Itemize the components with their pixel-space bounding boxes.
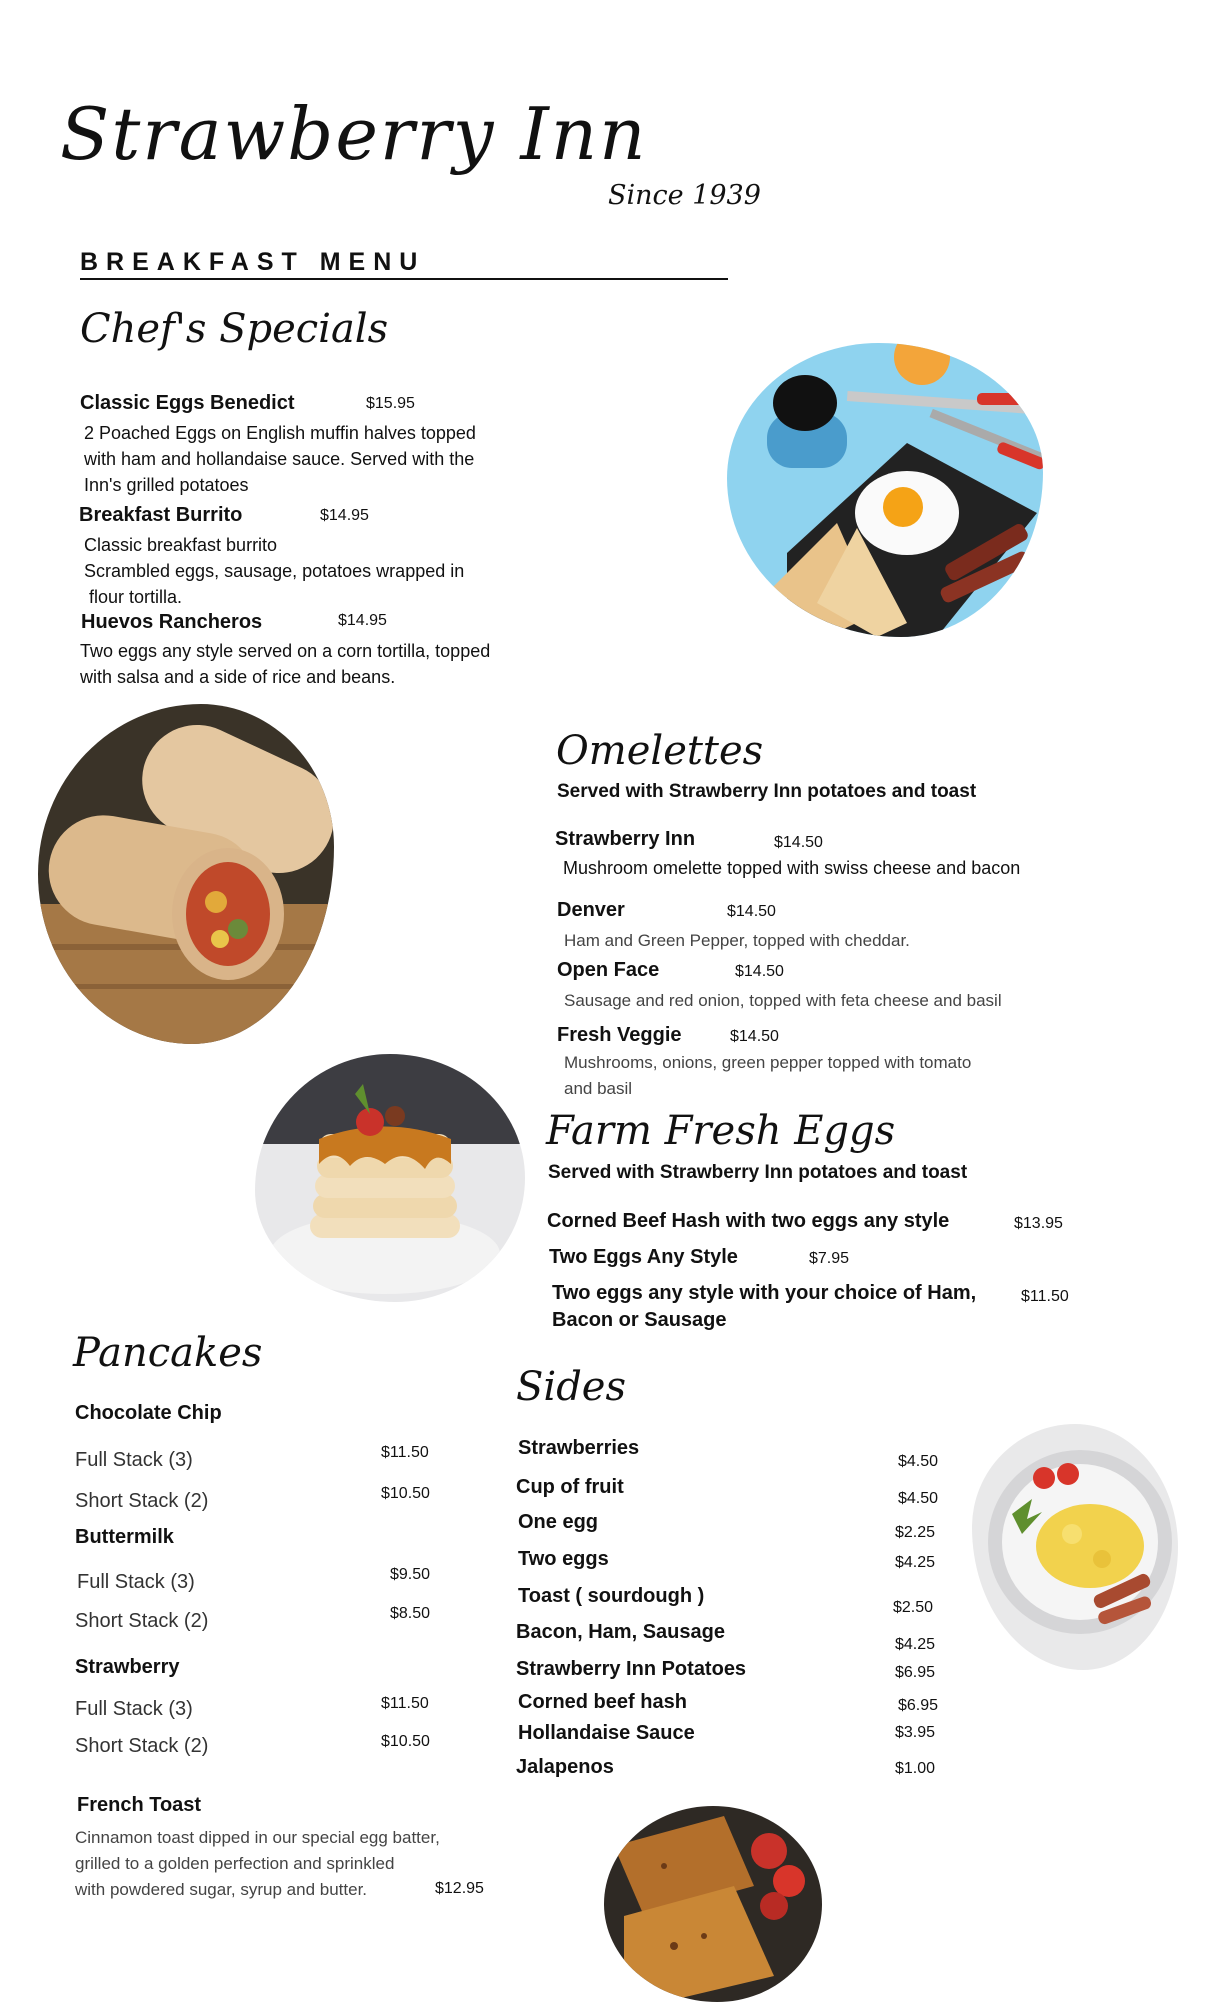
menu-item-desc: Ham and Green Pepper, topped with cheddar. <box>564 931 910 950</box>
menu-item-price: $7.95 <box>809 1250 850 1267</box>
stack-label: Short Stack (2) <box>75 1610 209 1632</box>
side-item-price: $4.50 <box>898 1453 939 1470</box>
stack-label: Full Stack (3) <box>75 1449 193 1471</box>
desc-line: and basil <box>564 1079 633 1098</box>
menu-item-name: Denver <box>557 899 625 921</box>
stack-price: $11.50 <box>381 1444 429 1461</box>
french-toast-price: $12.95 <box>435 1880 484 1897</box>
scrambled-eggs-photo <box>972 1424 1178 1670</box>
menu-item-name: Corned Beef Hash with two eggs any style <box>547 1210 950 1232</box>
menu-item-desc: Mushroom omelette topped with swiss cheese and bacon <box>563 858 1021 878</box>
menu-item-name: Two Eggs Any Style <box>549 1246 738 1268</box>
menu-item-price: $11.50 <box>1021 1288 1069 1305</box>
desc-line: Classic breakfast burrito <box>84 535 278 555</box>
menu-item-name: Classic Eggs Benedict <box>80 392 295 414</box>
stack-label: Full Stack (3) <box>75 1698 193 1720</box>
desc-line: with ham and hollandaise sauce. Served with the <box>84 449 475 469</box>
omelettes-subtitle: Served with Strawberry Inn potatoes and toast <box>557 781 977 802</box>
pancake-group-name: Buttermilk <box>75 1526 174 1548</box>
side-item-price: $1.00 <box>895 1760 936 1777</box>
pancakes-heading: Pancakes <box>73 1330 263 1376</box>
item-line: Two eggs any style with your choice of Ham, <box>552 1282 977 1304</box>
side-item-name: Hollandaise Sauce <box>518 1722 695 1744</box>
burrito-photo <box>38 704 334 1044</box>
side-item-price: $4.25 <box>895 1636 936 1653</box>
side-item-price: $2.50 <box>893 1599 934 1616</box>
side-item-price: $4.50 <box>898 1490 939 1507</box>
menu-item-price: $14.95 <box>338 612 387 629</box>
desc-line: Two eggs any style served on a corn tortilla, topped <box>80 641 491 661</box>
desc-line: Mushrooms, onions, green pepper topped with tomato <box>564 1053 972 1072</box>
omelettes-heading: Omelettes <box>556 728 764 774</box>
desc-line: with powdered sugar, syrup and butter. <box>75 1880 368 1899</box>
stack-label: Short Stack (2) <box>75 1735 209 1757</box>
menu-item-desc <box>564 1050 971 1102</box>
menu-item-name <box>552 1280 976 1334</box>
stack-price: $9.50 <box>390 1566 431 1583</box>
french-toast-photo <box>604 1806 822 2002</box>
sides-heading: Sides <box>516 1364 626 1410</box>
stack-price: $10.50 <box>381 1733 430 1750</box>
menu-divider <box>80 278 728 280</box>
menu-item-name: Huevos Rancheros <box>81 611 263 633</box>
pancakes-photo <box>255 1054 525 1302</box>
desc-line: Inn's grilled potatoes <box>84 475 249 495</box>
farm-fresh-eggs-heading: Farm Fresh Eggs <box>546 1108 896 1154</box>
menu-item-desc <box>80 638 490 690</box>
pancake-group-name: Chocolate Chip <box>75 1402 222 1424</box>
side-item-price: $6.95 <box>898 1697 939 1714</box>
side-item-name: Bacon, Ham, Sausage <box>516 1621 725 1643</box>
menu-item-name: Strawberry Inn <box>555 828 696 850</box>
menu-item-name: Open Face <box>557 959 660 981</box>
menu-item-price: $14.50 <box>774 834 823 851</box>
eggs-toast-photo <box>727 343 1043 637</box>
menu-item-desc <box>84 420 476 498</box>
stack-price: $8.50 <box>390 1605 431 1622</box>
restaurant-title: Strawberry Inn <box>60 92 648 176</box>
stack-label: Full Stack (3) <box>77 1571 195 1593</box>
side-item-price: $6.95 <box>895 1664 936 1681</box>
item-line: Bacon or Sausage <box>552 1309 727 1331</box>
stack-price: $10.50 <box>381 1485 430 1502</box>
chefs-specials-heading: Chef's Specials <box>80 306 389 352</box>
side-item-name: Corned beef hash <box>518 1691 687 1713</box>
desc-line: Scrambled eggs, sausage, potatoes wrapped in <box>84 561 465 581</box>
farm-fresh-eggs-subtitle: Served with Strawberry Inn potatoes and toast <box>548 1162 968 1183</box>
side-item-name: Jalapenos <box>516 1756 614 1778</box>
menu-item-desc <box>84 532 464 610</box>
desc-line: 2 Poached Eggs on English muffin halves topped <box>84 423 476 443</box>
menu-item-desc: Sausage and red onion, topped with feta cheese and basil <box>564 991 1002 1010</box>
menu-item-price: $13.95 <box>1014 1215 1063 1232</box>
side-item-name: Two eggs <box>518 1548 609 1570</box>
desc-line: flour tortilla. <box>89 587 183 607</box>
french-toast-desc <box>75 1825 440 1903</box>
french-toast-name: French Toast <box>77 1794 202 1816</box>
menu-item-price: $14.95 <box>320 507 369 524</box>
side-item-price: $3.95 <box>895 1724 936 1741</box>
stack-price: $11.50 <box>381 1695 429 1712</box>
side-item-price: $4.25 <box>895 1554 936 1571</box>
menu-item-price: $15.95 <box>366 395 415 412</box>
side-item-price: $2.25 <box>895 1524 936 1541</box>
side-item-name: Cup of fruit <box>516 1476 624 1498</box>
side-item-name: One egg <box>518 1511 599 1533</box>
menu-item-price: $14.50 <box>735 963 784 980</box>
menu-item-price: $14.50 <box>730 1028 779 1045</box>
menu-item-name: Fresh Veggie <box>557 1024 682 1046</box>
pancake-group-name: Strawberry <box>75 1656 180 1678</box>
stack-label: Short Stack (2) <box>75 1490 209 1512</box>
desc-line: grilled to a golden perfection and sprinkled <box>75 1854 395 1873</box>
desc-line: with salsa and a side of rice and beans. <box>80 667 396 687</box>
side-item-name: Strawberry Inn Potatoes <box>516 1658 747 1680</box>
menu-item-name: Breakfast Burrito <box>79 504 243 526</box>
side-item-name: Strawberries <box>518 1437 640 1459</box>
desc-line: Cinnamon toast dipped in our special egg batter, <box>75 1828 440 1847</box>
menu-item-price: $14.50 <box>727 903 776 920</box>
since-tagline: Since 1939 <box>608 180 761 211</box>
menu-label: BREAKFAST MENU <box>80 248 426 276</box>
side-item-name: Toast ( sourdough ) <box>518 1585 705 1607</box>
